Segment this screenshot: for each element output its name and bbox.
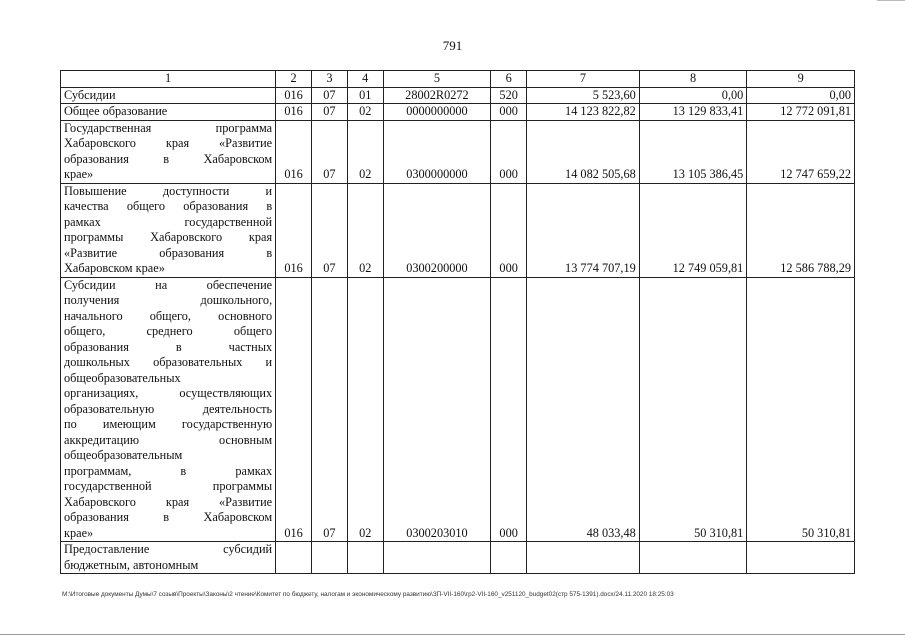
section-cell: 07: [311, 104, 347, 121]
amount-2022-cell: 13 105 386,45: [639, 120, 747, 183]
row-name-cell: [61, 104, 276, 121]
section-cell: 07: [311, 277, 347, 542]
gl-code-cell: [276, 542, 312, 574]
amount-2022-cell: 50 310,81: [639, 277, 747, 542]
row-name-cell: [61, 120, 276, 183]
subsection-cell: 01: [347, 87, 383, 104]
gl-code-cell: 016: [276, 120, 312, 183]
header-cell: 5: [383, 71, 491, 88]
target-article-cell: 0300000000: [383, 120, 491, 183]
target-article-cell: 28002R0272: [383, 87, 491, 104]
amount-2022-cell: [639, 542, 747, 574]
row-name-line: Предоставление субсидий: [64, 542, 273, 556]
expense-type-cell: 000: [491, 120, 527, 183]
row-name-line: образовательную деятельность: [64, 401, 273, 416]
row-name-line: аккредитацию основным: [64, 432, 273, 447]
row-name-cell: [61, 183, 276, 277]
row-name-line: Субсидии на обеспечение: [64, 277, 273, 292]
amount-2023-cell: 0,00: [747, 87, 855, 104]
row-name-line: Государственная программа: [64, 120, 273, 135]
amount-2022-cell: 12 749 059,81: [639, 183, 747, 277]
row-name-line: начального общего, основного: [64, 308, 273, 323]
subsection-cell: 02: [347, 277, 383, 542]
row-name-line: общеобразовательных: [64, 370, 181, 385]
table-row: [61, 120, 855, 183]
table-row: [61, 542, 855, 574]
row-name-line: Общее образование: [64, 104, 168, 118]
row-name-line: «Развитие образования в: [64, 245, 273, 260]
section-cell: 07: [311, 183, 347, 277]
row-name-line: качества общего образования в: [64, 199, 273, 213]
row-name-line: образования в Хабаровском: [64, 151, 273, 166]
row-name-line: государственной программы: [64, 479, 273, 493]
row-name-line: общеобразовательным: [64, 448, 183, 462]
expense-type-cell: 000: [491, 104, 527, 121]
section-cell: 07: [311, 120, 347, 183]
expense-type-cell: [491, 542, 527, 574]
page-number: 791: [442, 38, 463, 53]
row-name-line: общего, среднего общего: [64, 324, 273, 338]
row-name-line: Хабаровском крае»: [64, 261, 165, 275]
subsection-cell: 02: [347, 120, 383, 183]
header-cell: 4: [347, 71, 383, 88]
budget-table: [60, 70, 855, 574]
row-name-line: дошкольных образовательных и: [64, 355, 273, 369]
row-name-line: образования в частных: [64, 339, 273, 354]
header-cell: 8: [639, 71, 747, 88]
amount-2021-cell: [527, 542, 640, 574]
row-name-cell: [61, 87, 276, 104]
expense-type-cell: 000: [491, 183, 527, 277]
row-name-line: программам, в рамках: [64, 463, 273, 478]
gl-code-cell: 016: [276, 183, 312, 277]
target-article-cell: 0300203010: [383, 277, 491, 542]
row-name-line: Повышение доступности и: [64, 183, 273, 198]
header-row: [61, 71, 855, 88]
bottom-rule: [0, 634, 905, 635]
expense-type-cell: 520: [491, 87, 527, 104]
row-name-line: Хабаровского края «Развитие: [64, 136, 273, 150]
row-name-cell: [61, 277, 276, 542]
amount-2021-cell: 13 774 707,19: [527, 183, 640, 277]
section-cell: [311, 542, 347, 574]
row-name-line: крае»: [64, 167, 94, 181]
row-name-line: бюджетным, автономным: [64, 557, 199, 572]
target-article-cell: [383, 542, 491, 574]
row-name-line: получения дошкольного,: [64, 293, 273, 307]
row-name-cell: [61, 542, 276, 574]
row-name-line: Субсидии: [64, 87, 116, 102]
row-name-line: Хабаровского края «Развитие: [64, 494, 273, 509]
header-cell: 6: [491, 71, 527, 88]
amount-2023-cell: 12 586 788,29: [747, 183, 855, 277]
subsection-cell: 02: [347, 183, 383, 277]
amount-2022-cell: 13 129 833,41: [639, 104, 747, 121]
row-name-line: по имеющим государственную: [64, 417, 273, 431]
gl-code-cell: 016: [276, 104, 312, 121]
amount-2023-cell: [747, 542, 855, 574]
document-path-footer: M:\Итоговые документы Думы\7 созыв\Проекты\Законы\2 чтение\Комитет по бюджету, налогам и экономическому развитию\ЗП-VII-160\гр2-VII-160_v251120_budget02(стр 575-1391).docx/24.11.2020 18:25:03: [62, 591, 674, 598]
edge-mark: [877, 0, 905, 1]
amount-2022-cell: 0,00: [639, 87, 747, 104]
header-cell: 1: [61, 71, 276, 88]
row-name-line: образования в Хабаровском: [64, 510, 273, 524]
amount-2023-cell: 50 310,81: [747, 277, 855, 542]
section-cell: 07: [311, 87, 347, 104]
amount-2021-cell: 48 033,48: [527, 277, 640, 542]
amount-2021-cell: 14 082 505,68: [527, 120, 640, 183]
gl-code-cell: 016: [276, 87, 312, 104]
row-name-line: рамках государственной: [64, 214, 273, 229]
amount-2021-cell: 14 123 822,82: [527, 104, 640, 121]
amount-2021-cell: 5 523,60: [527, 87, 640, 104]
target-article-cell: 0000000000: [383, 104, 491, 121]
amount-2023-cell: 12 772 091,81: [747, 104, 855, 121]
header-cell: 3: [311, 71, 347, 88]
amount-2023-cell: 12 747 659,22: [747, 120, 855, 183]
table-row: [61, 104, 855, 121]
row-name-line: организациях, осуществляющих: [64, 386, 273, 400]
expense-type-cell: 000: [491, 277, 527, 542]
table-row: [61, 87, 855, 104]
target-article-cell: 0300200000: [383, 183, 491, 277]
header-cell: 2: [276, 71, 312, 88]
gl-code-cell: 016: [276, 277, 312, 542]
row-name-line: программы Хабаровского края: [64, 230, 273, 244]
table-row: [61, 183, 855, 277]
table-row: [61, 277, 855, 542]
row-name-line: крае»: [64, 525, 94, 540]
header-cell: 9: [747, 71, 855, 88]
header-cell: 7: [527, 71, 640, 88]
subsection-cell: [347, 542, 383, 574]
subsection-cell: 02: [347, 104, 383, 121]
